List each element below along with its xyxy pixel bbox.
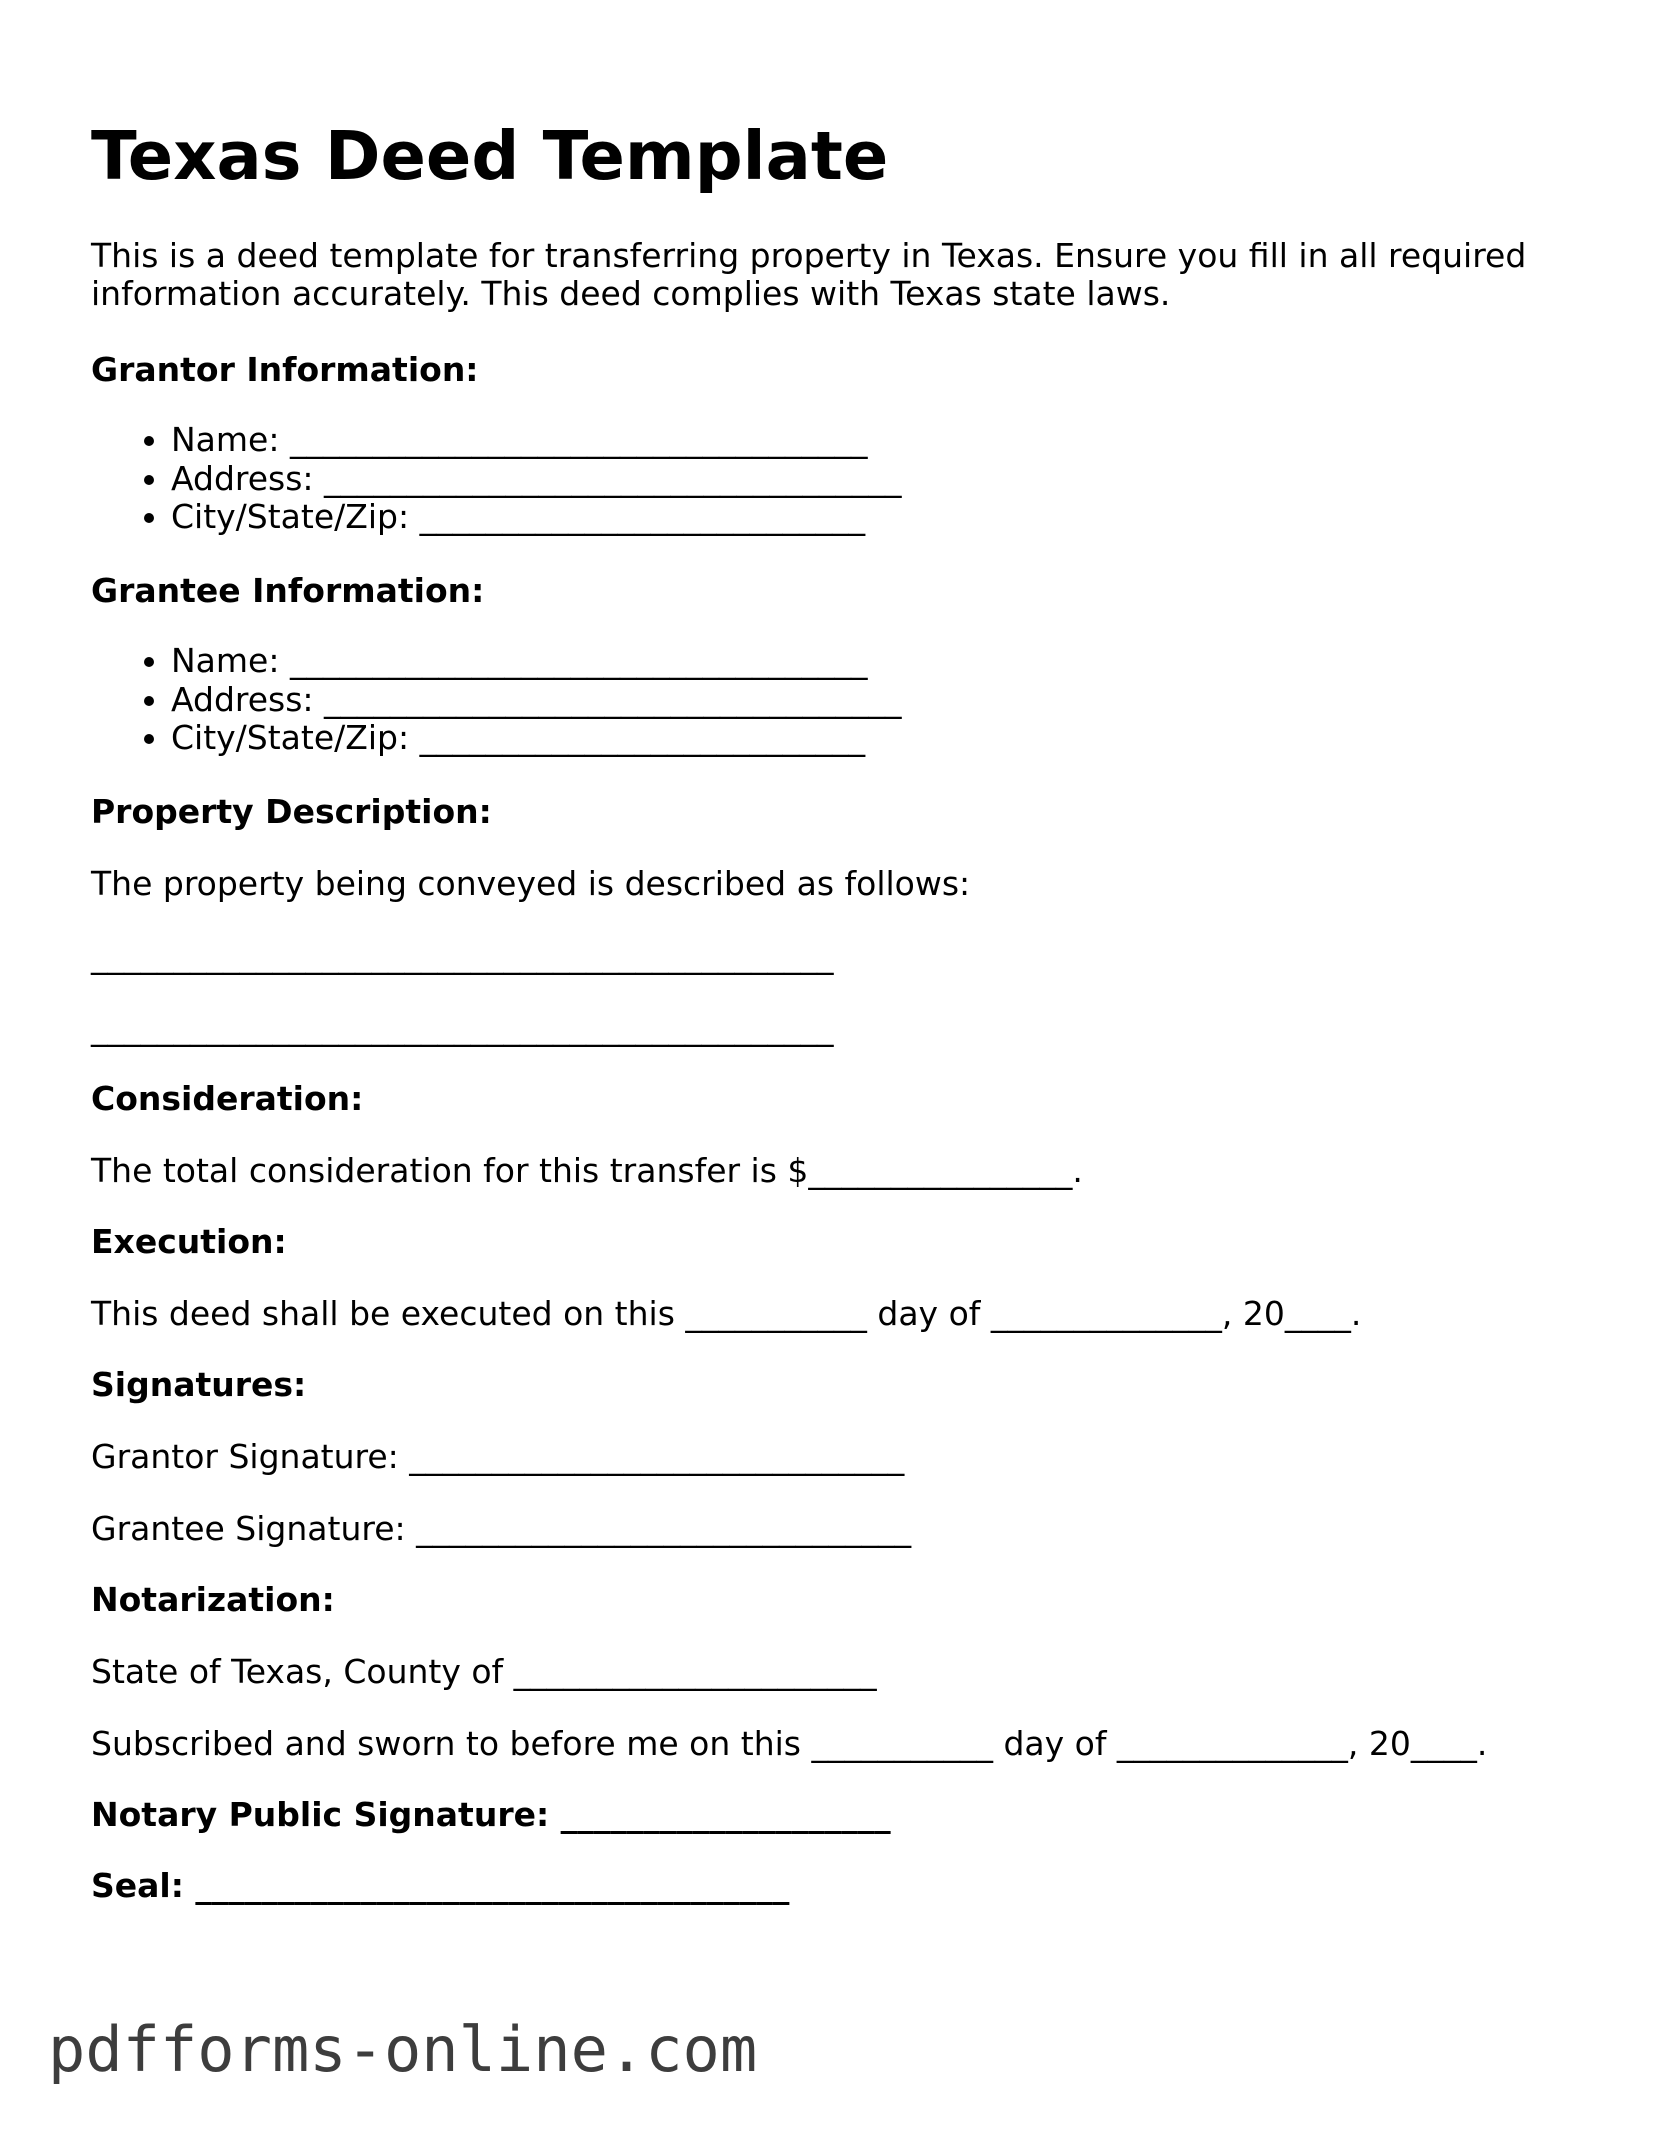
grantee-city-state-zip-field[interactable]: • City/State/Zip: ___________________________: [171, 719, 902, 758]
notary-county-field[interactable]: State of Texas, County of ______________________: [91, 1652, 877, 1691]
grantee-heading: Grantee Information:: [91, 571, 485, 610]
grantor-name-field[interactable]: • Name: ___________________________________: [171, 421, 902, 460]
grantee-fields: [91, 642, 902, 758]
seal-field[interactable]: Seal: ____________________________________: [91, 1866, 790, 1905]
consideration-text[interactable]: The total consideration for this transfer is $________________.: [91, 1151, 1083, 1190]
notary-sworn-date-field[interactable]: Subscribed and sworn to before me on this ___________ day of ______________, 20____.: [91, 1724, 1488, 1763]
grantor-city-state-zip-field[interactable]: • City/State/Zip: ___________________________: [171, 498, 902, 537]
grantor-fields: [91, 421, 902, 537]
property-description-blank-1[interactable]: _____________________________________________: [91, 936, 834, 975]
grantee-signature-field[interactable]: Grantee Signature: ______________________________: [91, 1509, 912, 1548]
intro-paragraph: This is a deed template for transferring property in Texas. Ensure you fill in all required information accurately. This deed complies with Texas state laws.: [91, 236, 1527, 313]
grantee-address-field[interactable]: • Address: ___________________________________: [171, 681, 902, 720]
property-description-blank-2[interactable]: _____________________________________________: [91, 1008, 834, 1047]
consideration-heading: Consideration:: [91, 1079, 364, 1118]
execution-text[interactable]: This deed shall be executed on this ___________ day of ______________, 20____.: [91, 1294, 1362, 1333]
watermark-text: pdfforms-online.com: [48, 2013, 758, 2086]
signatures-heading: Signatures:: [91, 1365, 307, 1404]
page-title: Texas Deed Template: [91, 117, 889, 195]
grantor-heading: Grantor Information:: [91, 350, 479, 389]
property-heading: Property Description:: [91, 792, 492, 831]
notary-public-signature-field[interactable]: Notary Public Signature: ____________________: [91, 1795, 891, 1834]
grantor-address-field[interactable]: • Address: ___________________________________: [171, 460, 902, 499]
notarization-heading: Notarization:: [91, 1580, 335, 1619]
execution-heading: Execution:: [91, 1222, 287, 1261]
grantee-name-field[interactable]: • Name: ___________________________________: [171, 642, 902, 681]
grantor-signature-field[interactable]: Grantor Signature: ______________________________: [91, 1437, 905, 1476]
property-text: The property being conveyed is described as follows:: [91, 864, 971, 903]
